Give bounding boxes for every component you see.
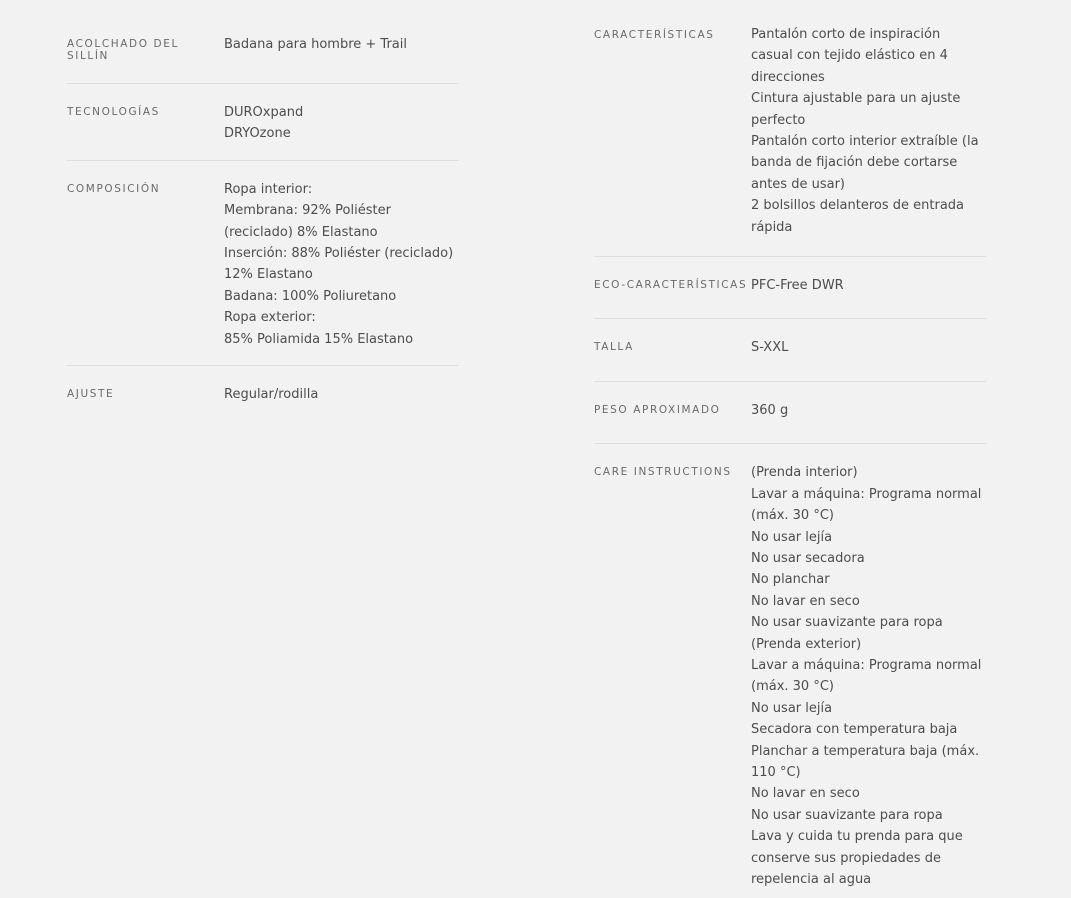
spec-row-fit [67, 366, 459, 420]
spec-row-features [594, 0, 986, 257]
spec-label: ECO-CARACTERÍSTICAS [594, 279, 748, 292]
spec-label: COMPOSICIÓN [67, 182, 161, 195]
specs-right-column [594, 0, 986, 898]
spec-value-line: Planchar a temperatura baja (máx. 110 °C) [751, 743, 980, 780]
spec-value-line: Badana: 100% Poliuretano [224, 288, 397, 304]
spec-value-line: Ropa exterior: [224, 310, 316, 326]
spec-value-line: DUROxpand [224, 105, 304, 120]
spec-row-composition [67, 161, 459, 366]
spec-row-saddle-padding [67, 0, 459, 84]
spec-value-line: No usar lejía [751, 529, 833, 545]
spec-value-line: Ropa interior: [224, 181, 313, 197]
spec-value-line: No lavar en seco [751, 593, 860, 609]
spec-value-line: No planchar [751, 572, 830, 588]
spec-value-line: DRYOzone [224, 126, 291, 142]
spec-label: PESO APROXIMADO [594, 403, 721, 416]
spec-value-line: Lavar a máquina: Programa normal (máx. 30 °C) [751, 486, 982, 524]
spec-value-line: 360 g [751, 402, 789, 418]
spec-values [224, 384, 459, 405]
spec-values [751, 462, 986, 890]
spec-values [751, 24, 986, 238]
spec-row-care-instructions [594, 444, 986, 898]
spec-value-line: Inserción: 88% Poliéster (reciclado) 12% Elastano [224, 246, 454, 283]
spec-value-line: No usar suavizante para ropa [751, 807, 943, 823]
spec-values [751, 275, 986, 296]
spec-value-line: (Prenda exterior) [751, 636, 862, 652]
spec-row-eco-features [594, 257, 986, 319]
spec-label: ACOLCHADO DEL SILLÍN [67, 38, 179, 62]
spec-row-technologies [67, 84, 459, 161]
spec-label: CARE INSTRUCTIONS [594, 466, 732, 479]
spec-row-weight [594, 382, 986, 444]
spec-value-line: No usar lejía [751, 700, 833, 716]
spec-value-line: 85% Poliamida 15% Elastano [224, 331, 414, 347]
spec-value-line: No usar secadora [751, 550, 865, 566]
spec-value-line: Cintura ajustable para un ajuste perfecto [751, 91, 961, 128]
spec-label: TALLA [594, 341, 634, 354]
spec-value-line: Pantalón corto de inspiración casual con tejido elástico en 4 direcciones [751, 27, 948, 85]
spec-values [224, 102, 459, 145]
spec-value-line: (Prenda interior) [751, 465, 858, 481]
spec-value-line: Secadora con temperatura baja [751, 722, 958, 738]
spec-values [224, 179, 459, 350]
spec-value-line: No lavar en seco [751, 786, 860, 802]
spec-value-line: Membrana: 92% Poliéster (reciclado) 8% Elastano [224, 203, 391, 240]
spec-value-line: Pantalón corto interior extraíble (la banda de fijación debe cortarse antes de usar) [751, 134, 979, 192]
spec-row-size [594, 319, 986, 381]
spec-value-line: Lavar a máquina: Programa normal (máx. 30 °C) [751, 657, 982, 695]
spec-value-line: Regular/rodilla [224, 387, 319, 403]
spec-value-line: Badana para hombre + Trail [224, 37, 407, 52]
spec-label: TECNOLOGÍAS [67, 106, 160, 118]
specs-left-column [67, 0, 459, 420]
spec-value-line: 2 bolsillos delanteros de entrada rápida [751, 198, 965, 235]
spec-value-line: S-XXL [751, 340, 789, 356]
spec-label: AJUSTE [67, 388, 115, 401]
spec-label: CARACTERÍSTICAS [594, 29, 715, 41]
spec-value-line: No usar suavizante para ropa [751, 615, 943, 631]
spec-values [224, 34, 459, 62]
spec-values [751, 400, 986, 421]
spec-value-line: PFC-Free DWR [751, 278, 844, 294]
spec-values [751, 337, 986, 358]
spec-value-line: Lava y cuida tu prenda para que conserve sus propiedades de repelencia al agua [751, 829, 963, 887]
